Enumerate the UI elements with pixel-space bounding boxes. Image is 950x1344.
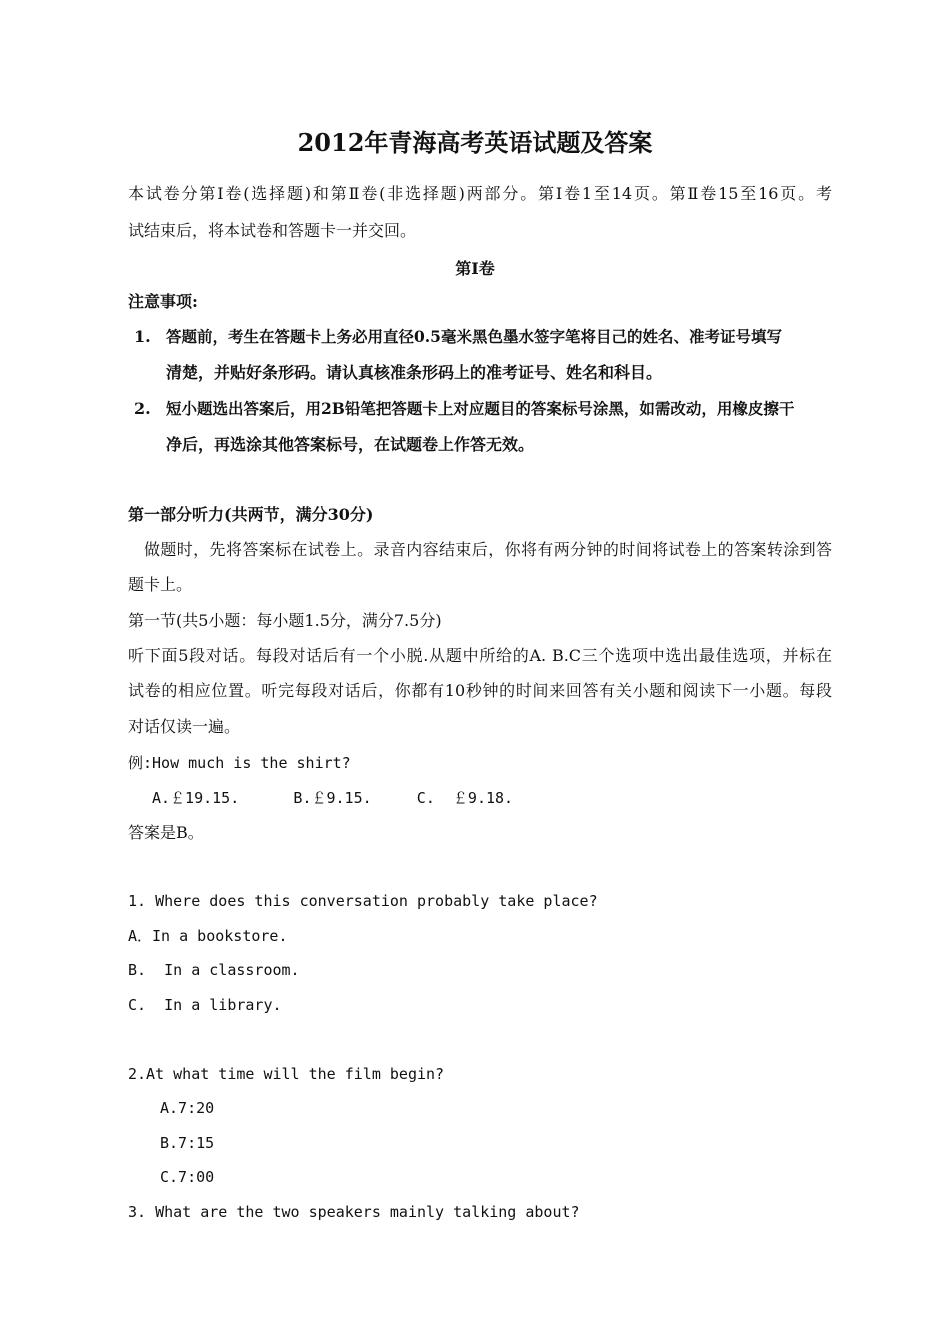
example-question: 例:How much is the shirt?: [128, 754, 351, 772]
section1-heading: 第一节(共5小题：每小题1.5分，满分7.5分): [128, 611, 442, 630]
section1-line-2: 试卷的相应位置。听完每段对话后，你都有10秒钟的时间来回答有关小题和阅读下一小题。每段: [128, 681, 832, 700]
question-option: C. In a library.: [128, 996, 282, 1014]
notice-item-text: 短小题选出答案后，用2B铅笔把答题卡上对应题目的答案标号涂黑，如需改动，用橡皮擦干: [166, 399, 795, 418]
part1-instruction-line-1: 做题时，先将答案标在试卷上。录音内容结束后，你将有两分钟的时间将试卷上的答案转涂到答: [144, 540, 832, 559]
intro-line-1: 本试卷分第Ⅰ卷(选择题)和第Ⅱ卷(非选择题)两部分。第Ⅰ卷1至14页。第Ⅱ卷15至16页。考: [128, 184, 832, 203]
question-option: C.7:00: [160, 1168, 215, 1186]
question-option: B.7:15: [160, 1134, 215, 1152]
example-options: A.￡19.15. B.￡9.15. C. ￡9.18.: [152, 789, 514, 807]
part1-instruction-line-2: 题卡上。: [128, 575, 193, 594]
notice-item-number: 2.: [134, 399, 151, 418]
intro-line-2: 试结束后，将本试卷和答题卡一并交回。: [128, 221, 417, 240]
notice-heading: 注意事项:: [128, 292, 198, 311]
volume-heading: 第Ⅰ卷: [455, 259, 495, 278]
notice-item-number: 1.: [134, 327, 151, 346]
question-option: B. In a classroom.: [128, 961, 300, 979]
question-stem: 1. Where does this conversation probably take place?: [128, 892, 598, 910]
question-option: A．In a bookstore.: [128, 927, 288, 945]
question-stem: 2.At what time will the film begin?: [128, 1065, 445, 1083]
question-option: A.7:20: [160, 1099, 215, 1117]
notice-item-text: 答题前，考生在答题卡上务必用直径0.5毫米黑色墨水签字笔将目己的姓名、准考证号填写: [166, 327, 782, 346]
example-answer: 答案是B。: [128, 823, 204, 842]
section1-line-1: 听下面5段对话。每段对话后有一个小脱.从题中所给的A. B.C三个选项中选出最佳选项，并标在: [128, 646, 832, 665]
question-stem: 3. What are the two speakers mainly talking about?: [128, 1203, 580, 1221]
section1-line-3: 对话仅读一遍。: [128, 717, 241, 736]
page-title: 2012年青海高考英语试题及答案: [297, 128, 653, 157]
part1-heading: 第一部分听力(共两节，满分30分): [128, 505, 374, 524]
notice-item-text: 净后，再选涂其他答案标号，在试题卷上作答无效。: [166, 435, 535, 454]
notice-item-text: 清楚，并贴好条形码。请认真核准条形码上的准考证号、姓名和科目。: [166, 363, 663, 382]
